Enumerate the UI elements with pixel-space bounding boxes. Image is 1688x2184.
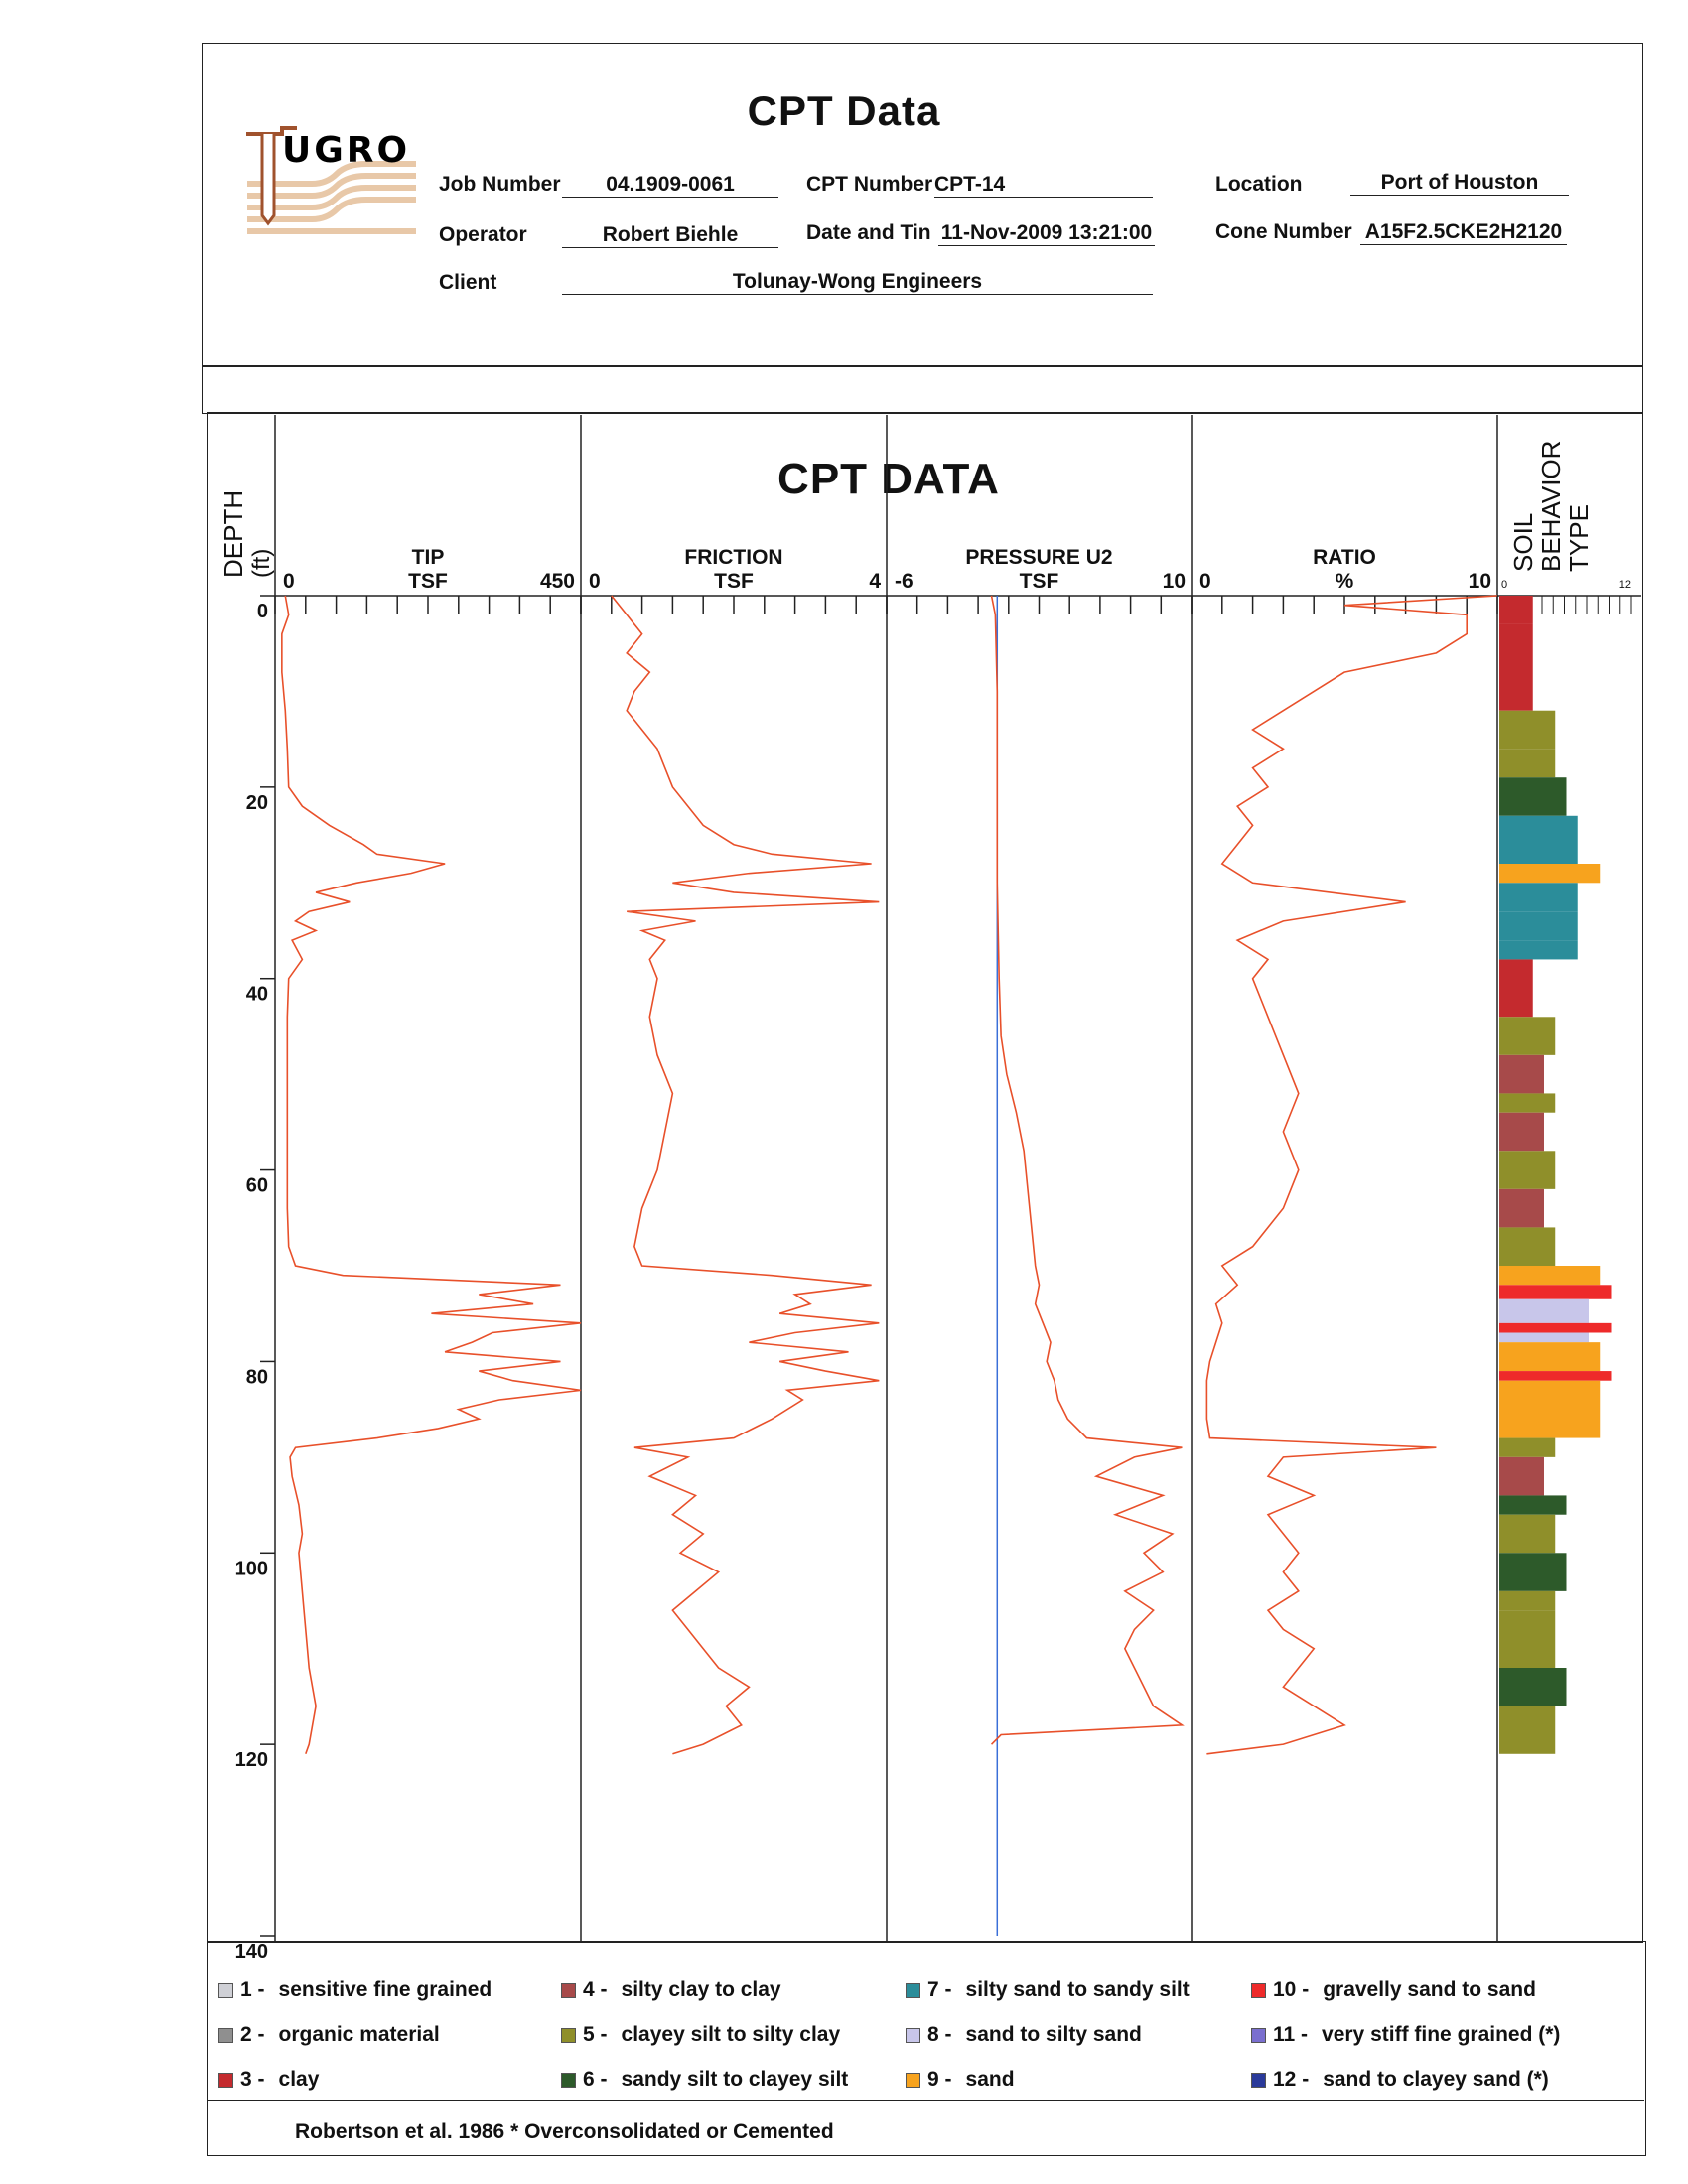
legend-number: 1 - [240,1979,265,2001]
client-value: Tolunay-Wong Engineers [562,270,1153,295]
legend-swatch [1251,2028,1266,2043]
soil-segment-10 [1499,940,1578,959]
legend-item [218,1979,492,2002]
soil-segment-28 [1499,1457,1544,1496]
soil-min: 0 [1501,579,1508,591]
soil-segment-16 [1499,1151,1555,1189]
legend-text: silty sand to sandy silt [965,1979,1190,2001]
cpt-number-value: CPT-14 [934,173,1153,198]
soil-segment-5 [1499,797,1567,816]
soil-segment-7 [1499,864,1600,883]
depth-tick-label-0: 0 [256,601,268,622]
legend-number: 11 - [1273,2023,1309,2046]
soil-segment-0 [1499,596,1533,624]
soil-segment-12 [1499,1017,1555,1055]
soil-segment-24 [1499,1342,1600,1371]
legend-text: organic material [278,2023,440,2046]
legend-number: 7 - [927,1979,952,2001]
legend-number: 4 - [583,1979,608,2001]
legend-item [218,2023,440,2047]
date-label: Date and Tin [806,221,931,244]
soil-segment-19 [1499,1266,1600,1285]
soil-segment-3 [1499,749,1555,777]
operator-value: Robert Biehle [562,223,778,248]
soil-segment-2 [1499,711,1555,750]
track-1-curve [612,596,880,1754]
soil-segment-35 [1499,1706,1555,1754]
track-min-1: 0 [589,570,601,593]
track-unit-2: TSF [1019,570,1059,593]
soil-segment-21 [1499,1299,1589,1323]
legend-number: 12 - [1273,2068,1310,2091]
legend-text: sand [965,2068,1015,2091]
legend-text: gravelly sand to sand [1323,1979,1536,2001]
legend-number: 8 - [927,2023,952,2046]
soil-max: 12 [1618,579,1631,591]
location-value: Port of Houston [1350,171,1569,196]
legend-item [218,2068,319,2092]
track-title-1: FRICTION [684,546,783,569]
legend-swatch [561,2073,576,2088]
page-title: CPT Data [747,87,941,134]
legend-number: 10 - [1273,1979,1310,2001]
legend-swatch [906,1983,920,1998]
track-title-2: PRESSURE U2 [965,546,1113,569]
track-max-3: 10 [1468,570,1491,593]
soil-segment-18 [1499,1227,1555,1266]
legend-swatch [906,2028,920,2043]
soil-segment-26 [1499,1381,1600,1438]
soil-segment-27 [1499,1438,1555,1457]
soil-segment-20 [1499,1285,1612,1298]
depth-axis-label: DEPTH [218,489,248,578]
track-max-1: 4 [869,570,881,593]
legend-item [906,2023,1142,2047]
depth-tick-label-120: 120 [234,1749,268,1772]
job-number-label: Job Number [439,173,561,196]
cone-value: A15F2.5CKE2H2120 [1360,220,1567,245]
legend-number: 9 - [927,2068,952,2091]
legend-text: silty clay to clay [621,1979,781,2001]
track-title-3: RATIO [1313,546,1376,569]
soil-segment-15 [1499,1113,1544,1152]
depth-tick-label-100: 100 [234,1558,268,1580]
soil-segment-14 [1499,1093,1555,1112]
soil-segment-32 [1499,1591,1555,1610]
soil-segment-29 [1499,1495,1567,1514]
legend-item [906,1979,1190,2002]
track-3-curve [1206,596,1497,1754]
legend-number: 6 - [583,2068,608,2091]
cone-label: Cone Number [1215,220,1352,243]
legend-number: 2 - [240,2023,265,2046]
operator-label: Operator [439,223,527,246]
job-number-value: 04.1909-0061 [562,173,778,198]
legend-item [1251,1979,1536,2002]
soil-segment-11 [1499,959,1533,1017]
legend-swatch [561,2028,576,2043]
legend-swatch [218,2028,233,2043]
track-0-curve [282,596,581,1754]
legend-number: 3 - [240,2068,265,2091]
chart-title: CPT DATA [777,455,1000,503]
legend-swatch [1251,2073,1266,2088]
legend-item [561,1979,781,2002]
legend-item [1251,2068,1549,2092]
soil-segment-17 [1499,1189,1544,1228]
track-unit-0: TSF [408,570,448,593]
soil-segment-23 [1499,1333,1589,1343]
soil-segment-33 [1499,1610,1555,1668]
location-label: Location [1215,173,1303,196]
soil-segment-13 [1499,1055,1544,1094]
track-unit-3: % [1335,570,1354,593]
depth-tick-label-20: 20 [245,791,268,814]
soil-segment-1 [1499,624,1533,711]
track-2-curve [992,596,1183,1744]
legend-swatch [1251,1983,1266,1998]
depth-tick-label-80: 80 [245,1366,268,1389]
depth-tick-label-60: 60 [245,1174,268,1197]
soil-segment-6 [1499,816,1578,864]
soil-segment-9 [1499,911,1578,940]
date-value: 11-Nov-2009 13:21:00 [938,221,1155,246]
track-min-0: 0 [283,570,295,593]
legend-number: 5 - [583,2023,608,2046]
soil-segment-31 [1499,1553,1567,1591]
soil-segment-4 [1499,777,1567,796]
soil-axis-label-text: SOIL BEHAVIOR TYPE [1508,440,1594,572]
client-label: Client [439,271,497,294]
soil-segment-34 [1499,1668,1567,1706]
legend-text: sand to clayey sand (*) [1323,2068,1549,2091]
logo-text: UGRO [282,130,411,171]
legend-text: clay [278,2068,320,2091]
legend-text: sand to silty sand [965,2023,1142,2046]
track-max-2: 10 [1162,570,1186,593]
legend-text: very stiff fine grained (*) [1322,2023,1561,2046]
legend-swatch [218,2073,233,2088]
soil-segment-30 [1499,1515,1555,1554]
legend-swatch [561,1983,576,1998]
footer-note: Robertson et al. 1986 * Overconsolidated or Cemented [295,2120,834,2143]
depth-axis-unit: (ft) [248,548,275,578]
legend-swatch [218,1983,233,1998]
track-min-2: -6 [895,570,914,593]
legend-swatch [906,2073,920,2088]
legend-text: sensitive fine grained [278,1979,492,2001]
track-title-0: TIP [411,546,445,569]
legend-item [561,2068,848,2092]
soil-segment-25 [1499,1371,1612,1381]
track-min-3: 0 [1199,570,1211,593]
track-max-0: 450 [539,570,575,593]
depth-tick-label-140: 140 [234,1941,268,1963]
legend-text: clayey silt to silty clay [621,2023,841,2046]
depth-tick-label-40: 40 [245,983,268,1006]
legend-item [906,2068,1015,2092]
cpt-number-label: CPT Number [806,173,933,196]
soil-segment-8 [1499,883,1578,911]
legend-item [561,2023,840,2047]
legend-item [1251,2023,1560,2047]
track-unit-1: TSF [714,570,754,593]
soil-segment-22 [1499,1323,1612,1333]
legend-text: sandy silt to clayey silt [621,2068,849,2091]
